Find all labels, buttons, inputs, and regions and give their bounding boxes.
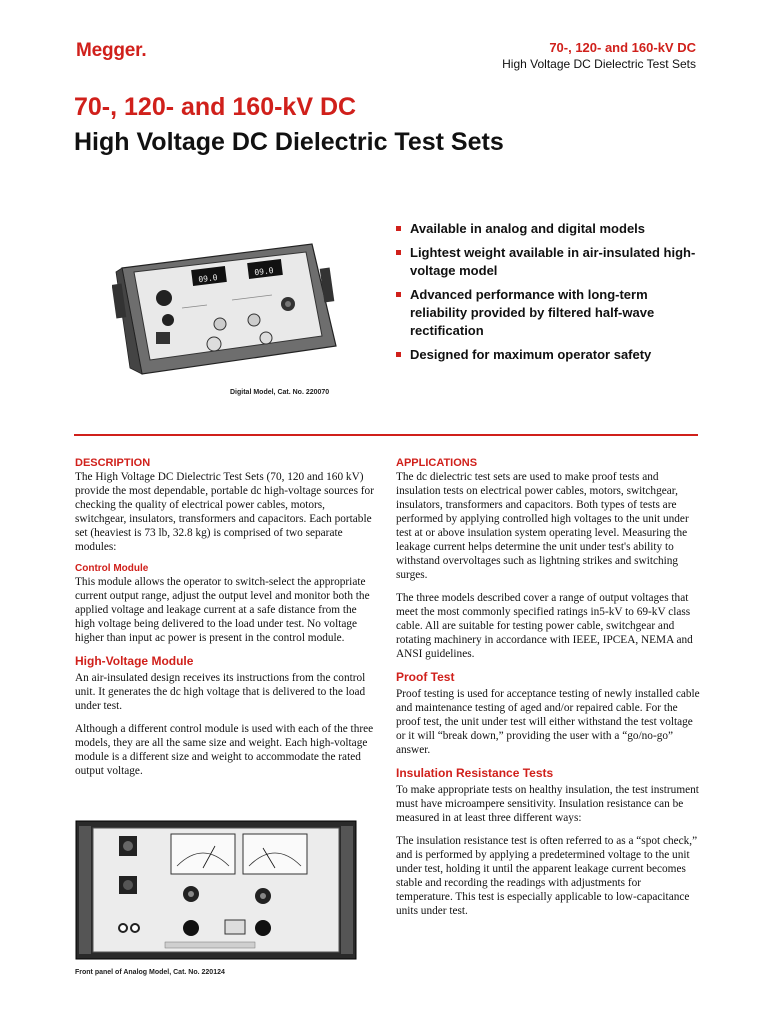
feature-list bbox=[396, 220, 706, 370]
analog-model-caption: Front panel of Analog Model, Cat. No. 220124 bbox=[75, 969, 225, 976]
digital-model-photo bbox=[112, 228, 342, 376]
control-module-heading: Control Module bbox=[75, 563, 149, 574]
applications-text-1: The dc dielectric test sets are used to make proof tests and insulation tests on electrical power cables, motors, switchgear, insulators, transformers and capacitors. Both types of tests are performed by applying controlled high voltages to the unit under test at or above insulation system operating level. Measuring the leakage current helps determine the unit under test's ability to withstand overvoltages such as lightning strikes and switching surges. bbox=[396, 471, 689, 581]
logo-text: Megger bbox=[76, 40, 142, 61]
insulation-resistance-text-2: The insulation resistance test is often referred to as a “spot check,” and is performed by applying a predetermined voltage to the unit under test, holding it until the apparent leakage current becomes stable and recording the readings with adjustments for temperature. This test is especially applicable to low-capacitance units under test. bbox=[396, 835, 698, 917]
header-right bbox=[502, 40, 696, 72]
description-text: The High Voltage DC Dielectric Test Sets (70, 120 and 160 kV) provide the most dependable, portable dc high-voltage sources for checking the quality of electrical power cables, motors, switchgear, insulators, transformers and capacitors. Each portable set (heaviest is 73 lb, 32.8 kg) is comprised of two separate modules: bbox=[75, 471, 374, 553]
logo-dot: . bbox=[141, 40, 147, 61]
header-product-line: High Voltage DC Dielectric Test Sets bbox=[502, 57, 696, 71]
applications-text-2: The three models described cover a range of output voltages that meet the most commonly specified ratings in5-kV to 69-kV class cable. All are suitable for testing power cable, switchgear and rotating machinery in accordance with IEEE, IPCEA, NEMA and ANSI guidelines. bbox=[396, 592, 693, 660]
proof-test-heading: Proof Test bbox=[396, 670, 455, 684]
digital-model-caption: Digital Model, Cat. No. 220070 bbox=[230, 389, 330, 396]
page-title-line1: 70-, 120- and 160-kV DC bbox=[74, 93, 357, 121]
feature-item: Designed for maximum operator safety bbox=[396, 346, 706, 364]
hv-module-text-1: An air-insulated design receives its instructions from the control unit. It generates the dc high voltage that is delivered to the load under test. bbox=[75, 672, 366, 712]
feature-item: Advanced performance with long-term reliability provided by filtered half-wave rectification bbox=[396, 286, 706, 340]
applications-heading: APPLICATIONS bbox=[396, 457, 478, 469]
feature-item: Available in analog and digital models bbox=[396, 220, 706, 238]
right-column bbox=[396, 456, 700, 927]
hv-module-heading: High-Voltage Module bbox=[75, 654, 194, 668]
description-heading: DESCRIPTION bbox=[75, 457, 151, 469]
feature-item: Lightest weight available in air-insulated high-voltage model bbox=[396, 244, 706, 280]
left-column bbox=[75, 456, 377, 787]
insulation-resistance-text-1: To make appropriate tests on healthy insulation, the test instrument must have microampere sensitivity. Insulation resistance can be measured in at least three different ways: bbox=[396, 784, 699, 824]
control-module-text: This module allows the operator to switch-select the appropriate current output range, adjust the output level and monitor both the applied voltage and leakage current at a safe distance from the high voltage being delivered to the load under test. No voltage higher than input ac power is present in the control module. bbox=[75, 576, 370, 644]
page-title-line2: High Voltage DC Dielectric Test Sets bbox=[74, 128, 504, 156]
section-divider bbox=[74, 434, 698, 436]
megger-logo bbox=[76, 40, 146, 62]
analog-front-panel-photo bbox=[75, 820, 357, 960]
display-left-readout: 09.0 bbox=[197, 273, 219, 285]
insulation-resistance-heading: Insulation Resistance Tests bbox=[396, 766, 554, 780]
display-right-readout: 09.0 bbox=[253, 266, 275, 278]
hv-module-text-2: Although a different control module is used with each of the three models, they are all the same size and weight. Each high-voltage module is a different size and weight to accommodate the rated output voltage. bbox=[75, 723, 374, 777]
proof-test-text: Proof testing is used for acceptance testing of newly installed cable and maintenance testing of aged and/or repaired cable. For the proof test, the unit under test will either withstand the test voltage or it will “break down,” providing the user with a “go/no-go” answer. bbox=[396, 688, 700, 756]
header-model-line: 70-, 120- and 160-kV DC bbox=[549, 40, 696, 55]
